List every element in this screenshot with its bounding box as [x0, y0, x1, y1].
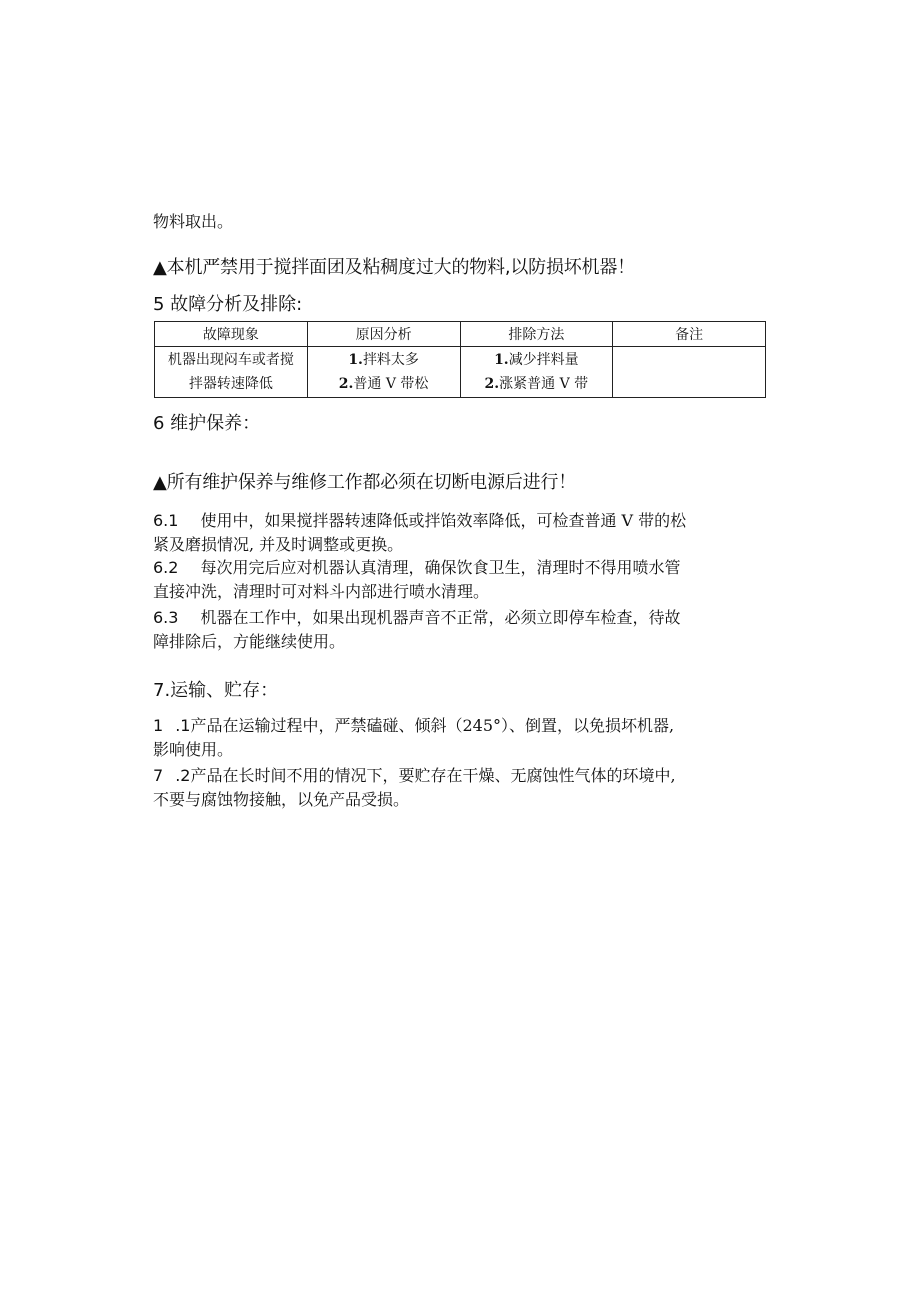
symptom-line-1: 机器出现闷车或者搅 — [167, 352, 294, 368]
fix-1-text: 减少拌料量 — [508, 352, 579, 368]
cause-line-2 — [308, 372, 460, 396]
fix-2-text: 涨紧普通 V 带 — [499, 376, 589, 392]
section-7-title: 7.运输、贮存： — [153, 680, 279, 701]
fault-table — [154, 321, 766, 398]
maintenance-text-line-2: 障排除后，方能继续使用。 — [153, 632, 346, 651]
storage-item-2 — [153, 764, 765, 812]
maintenance-item-6-3 — [153, 606, 765, 654]
maintenance-number: 6.1 — [153, 511, 179, 530]
maintenance-number: 6.3 — [153, 608, 179, 627]
power-warning: ▲所有维护保养与维修工作都必须在切断电源后进行！ — [153, 472, 577, 493]
maintenance-item-6-1 — [153, 509, 765, 557]
storage-text-line-1: 产品在长时间不用的情况下，要贮存在干燥、无腐蚀性气体的环境中, — [190, 766, 676, 785]
cause-2-number: 2. — [338, 376, 354, 392]
intro-line: 物料取出。 — [153, 212, 234, 231]
fault-table-row — [155, 347, 766, 398]
header-cause: 原因分析 — [307, 322, 460, 347]
storage-number: 1 — [153, 716, 164, 735]
cause-2-text: 普通 V 带松 — [353, 376, 429, 392]
fix-2-number: 2. — [484, 376, 500, 392]
fix-line-1 — [461, 348, 613, 372]
header-note: 备注 — [613, 322, 766, 347]
maintenance-text-line-2: 紧及磨损情况, 并及时调整或更换。 — [153, 535, 404, 554]
maintenance-item-6-2 — [153, 556, 765, 604]
storage-text-line-2: 影响使用。 — [153, 740, 234, 759]
section-6-title: 6 维护保养： — [153, 413, 261, 434]
fault-table-wrapper — [154, 321, 766, 398]
fix-1-number: 1. — [494, 352, 509, 368]
maintenance-text-line-1: 使用中，如果搅拌器转速降低或拌馅效率降低，可检查普通 V 带的松 — [200, 511, 687, 530]
cause-1-text: 拌料太多 — [362, 352, 419, 368]
header-symptom: 故障现象 — [155, 322, 308, 347]
storage-text-line-2: 不要与腐蚀物接触，以免产品受损。 — [153, 790, 410, 809]
maintenance-text-line-1: 机器在工作中，如果出现机器声音不正常，必须立即停车检查，待故 — [200, 608, 681, 627]
storage-text-line-1: 产品在运输过程中，严禁磕碰、倾斜（245°）、倒置，以免损坏机器, — [190, 716, 675, 735]
symptom-line-2: 拌器转速降低 — [188, 376, 273, 392]
fix-line-2 — [461, 372, 613, 396]
cause-cell — [307, 347, 460, 398]
symptom-cell — [155, 347, 308, 398]
section-5-title: 5 故障分析及排除: — [153, 294, 303, 315]
maintenance-text-line-2: 直接冲洗，清理时可对料斗内部进行喷水清理。 — [153, 582, 490, 601]
cause-1-number: 1. — [348, 352, 363, 368]
mixing-warning: ▲本机严禁用于搅拌面团及粘稠度过大的物料,以防损坏机器！ — [153, 257, 635, 278]
storage-number: 7 — [153, 766, 164, 785]
storage-item-1 — [153, 714, 765, 762]
maintenance-text-line-1: 每次用完后应对机器认真清理，确保饮食卫生，清理时不得用喷水管 — [200, 558, 681, 577]
fix-cell — [460, 347, 613, 398]
note-cell — [613, 347, 766, 398]
header-fix: 排除方法 — [460, 322, 613, 347]
storage-subnumber: .1 — [175, 716, 191, 735]
cause-line-1 — [308, 348, 460, 372]
maintenance-number: 6.2 — [153, 558, 179, 577]
storage-subnumber: .2 — [175, 766, 191, 785]
fault-table-header-row — [155, 322, 766, 347]
